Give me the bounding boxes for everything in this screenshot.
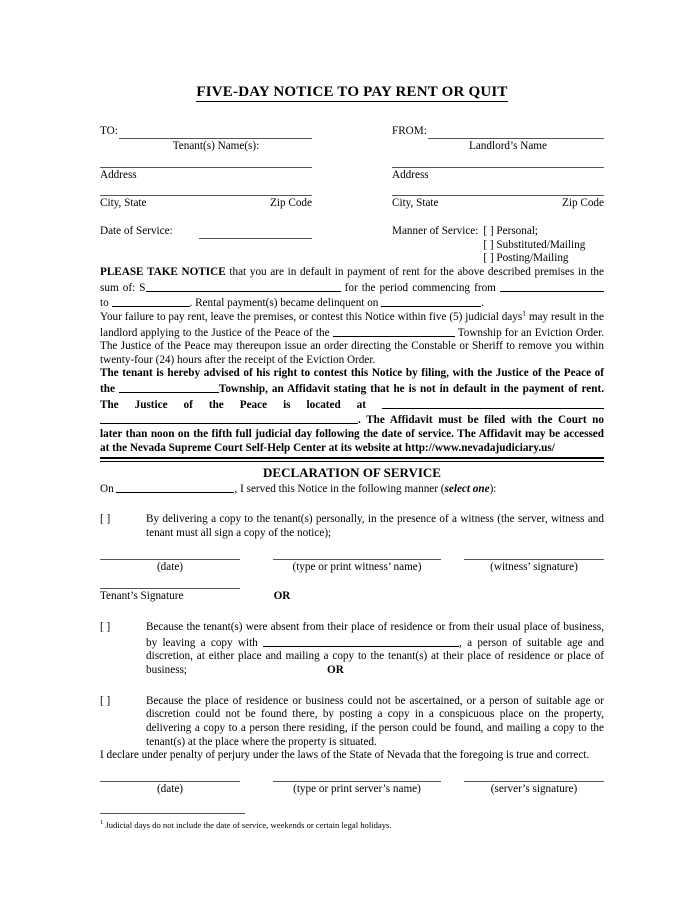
period-to-input[interactable]	[112, 295, 190, 307]
footnote-marker: 1	[100, 818, 104, 826]
witness-name-caption: (type or print witness’ name)	[292, 560, 422, 573]
substituted-recipient-input[interactable]	[263, 635, 459, 647]
to-label: TO:	[100, 125, 118, 138]
landlord-name-caption: Landlord’s Name	[469, 139, 547, 152]
service-option-3-text: Because the place of residence or business could not be ascertained, or a person of suitable age or discretion could not be found there, by posting a copy in a conspicuous place on the property, delivering a copy to a person there residing, if the person could be found, and mailing a copy to the tenant(s) at the place where the property is situated.	[146, 694, 604, 748]
document-page	[100, 0, 604, 830]
service-option-1[interactable]	[100, 513, 604, 540]
server-name-input[interactable]	[273, 781, 441, 782]
service-option-1-checkbox[interactable]: [ ]	[100, 513, 111, 526]
landlord-zip-label: Zip Code	[562, 197, 604, 210]
served-on-line	[100, 481, 604, 497]
witness-date-input[interactable]	[100, 559, 240, 560]
date-of-service-label: Date of Service:	[100, 224, 173, 237]
server-signature-row	[100, 781, 604, 797]
witness-signature-row	[100, 559, 604, 575]
tenant-zip-label: Zip Code	[270, 197, 312, 210]
failure-text-1: Your failure to pay rent, leave the premises, or contest this Notice within five (5) judicial days	[100, 310, 523, 323]
service-option-2[interactable]	[100, 621, 604, 678]
to-field-row	[100, 125, 312, 139]
server-date-cell	[100, 781, 240, 797]
service-option-2-text	[146, 621, 604, 678]
delinquent-date-input[interactable]	[381, 295, 481, 307]
notice-text-1: that you are in default in payment of rent for the above described premises in the sum of: S	[100, 265, 604, 294]
landlord-address-input[interactable]	[392, 167, 604, 168]
manner-option-posting-mailing[interactable]: [ ] Posting/Mailing	[483, 252, 569, 265]
date-of-service-row	[100, 225, 312, 239]
landlord-address-label: Address	[392, 168, 429, 181]
notice-text-2: for the period commencing from	[340, 281, 500, 294]
service-option-2-text-1: Because the tenant(s) were absent from their place of residence or from their usual place of business, by leaving a copy with	[146, 621, 604, 649]
landlord-city-input[interactable]	[392, 195, 604, 196]
date-of-service-input[interactable]	[199, 227, 312, 239]
on-text-end: ):	[489, 482, 497, 495]
contest-text-2: Township, an Affidavit stating that he is not in default in the payment of rent. The Justice of the Peace is located at	[100, 383, 604, 411]
server-date-input[interactable]	[100, 781, 240, 782]
tenant-address-label: Address	[100, 168, 137, 181]
from-field-row	[392, 125, 604, 139]
notice-paragraph	[100, 266, 604, 311]
notice-text-5: .	[481, 297, 484, 310]
tenant-city-caption-row	[100, 197, 312, 211]
server-name-cell	[273, 781, 441, 797]
service-option-2-text-2: , a person of suitable age and discretion, at either place and mailing a copy to the tenant(s) at their place of residence or place of business;	[146, 636, 605, 677]
failure-paragraph	[100, 308, 605, 368]
server-signature-cell	[464, 781, 604, 797]
party-block	[100, 125, 604, 266]
notice-text-4: . Rental payment(s) became delinquent on	[189, 297, 382, 310]
service-option-1-text: By delivering a copy to the tenant(s) personally, in the presence of a witness (the server, witness and tenant must all sign a copy of the notice);	[146, 513, 604, 540]
contest-paragraph	[100, 367, 604, 455]
manner-of-service-label: Manner of Service:	[392, 224, 479, 237]
service-option-3-checkbox[interactable]: [ ]	[100, 694, 111, 707]
tenant-address-caption-row	[100, 169, 312, 183]
on-label: On	[100, 482, 117, 495]
service-option-2-checkbox[interactable]: [ ]	[100, 621, 111, 634]
server-date-caption: (date)	[156, 782, 184, 795]
landlord-city-state-label: City, State	[392, 197, 439, 210]
failure-text-3: Township for an Eviction Order. The Justice of the Peace may thereupon issue an order directing the Constable or Sheriff to remove you within twenty-four (24) hours after the receipt of the Eviction Order.	[100, 326, 605, 366]
tenant-column	[100, 125, 312, 266]
contest-text-3: . The Affidavit must be filed with the Court no later than noon on the fifth full judicial day following the date of service. The Affidavit may be accessed at the Nevada Supreme Court Self-Help Center at its website at http://www.nevadajudiciary.us/	[100, 414, 604, 454]
server-name-caption: (type or print server’s name)	[293, 782, 421, 795]
or-divider-2: OR	[327, 664, 344, 677]
witness-date-cell	[100, 559, 240, 575]
section-divider	[100, 457, 604, 462]
footnote	[100, 820, 604, 830]
notice-lead-bold: PLEASE TAKE NOTICE	[100, 265, 226, 278]
on-text-after: , I served this Notice in the following manner (	[234, 482, 445, 495]
notice-text-3: to	[100, 297, 112, 310]
from-label: FROM:	[392, 125, 427, 138]
court-location-input-1[interactable]	[382, 397, 604, 409]
witness-name-cell	[273, 559, 441, 575]
footnote-marker-ref: 1	[522, 308, 526, 318]
witness-signature-input[interactable]	[464, 559, 604, 560]
contest-township-input[interactable]	[119, 381, 219, 393]
manner-of-service-options	[483, 225, 585, 266]
service-option-3[interactable]	[100, 695, 604, 750]
witness-date-caption: (date)	[156, 560, 184, 573]
server-signature-input[interactable]	[464, 781, 604, 782]
manner-option-personal[interactable]: [ ] Personal;	[483, 224, 539, 237]
township-input[interactable]	[333, 325, 455, 337]
tenant-city-state-label: City, State	[100, 197, 147, 210]
server-signature-caption: (server’s signature)	[490, 782, 578, 795]
court-location-input-2[interactable]	[100, 412, 358, 424]
tenant-signature-label: Tenant’s Signature	[100, 590, 184, 603]
rent-sum-input[interactable]	[146, 280, 341, 292]
footnote-text: Judicial days do not include the date of service, weekends or certain legal holidays.	[103, 819, 392, 830]
tenant-signature-block	[100, 588, 604, 604]
page-title-text: FIVE-DAY NOTICE TO PAY RENT OR QUIT	[196, 84, 508, 100]
tenant-signature-input[interactable]	[100, 588, 240, 589]
landlord-name-input[interactable]	[428, 127, 604, 139]
or-divider-1: OR	[273, 590, 291, 603]
landlord-address-caption-row	[392, 169, 604, 183]
contest-text-1: The tenant is hereby advised of his right to contest this Notice by filing, with the Justice of the Peace of the	[100, 367, 604, 396]
witness-signature-cell	[464, 559, 604, 575]
landlord-column	[392, 125, 604, 266]
landlord-city-caption-row	[392, 197, 604, 211]
page-title	[100, 83, 604, 101]
tenant-address-input[interactable]	[100, 167, 312, 168]
manner-option-substituted-mailing[interactable]: [ ] Substituted/Mailing	[483, 238, 586, 251]
select-one-emphasis: select one	[444, 482, 490, 495]
period-from-input[interactable]	[500, 280, 604, 292]
tenant-name-caption: Tenant(s) Name(s):	[172, 139, 260, 152]
witness-name-input[interactable]	[273, 559, 441, 560]
tenant-name-input[interactable]	[119, 127, 312, 139]
manner-of-service-block	[392, 225, 604, 266]
failure-text-2: may result in the landlord applying to the Justice of the Peace of the	[100, 310, 604, 339]
perjury-statement: I declare under penalty of perjury under the laws of the State of Nevada that the foregoing is true and correct.	[100, 749, 590, 762]
footnote-separator	[100, 813, 245, 814]
served-date-input[interactable]	[116, 481, 234, 493]
tenant-city-input[interactable]	[100, 195, 312, 196]
witness-signature-caption: (witness’ signature)	[490, 560, 578, 573]
declaration-heading: DECLARATION OF SERVICE	[263, 464, 441, 480]
